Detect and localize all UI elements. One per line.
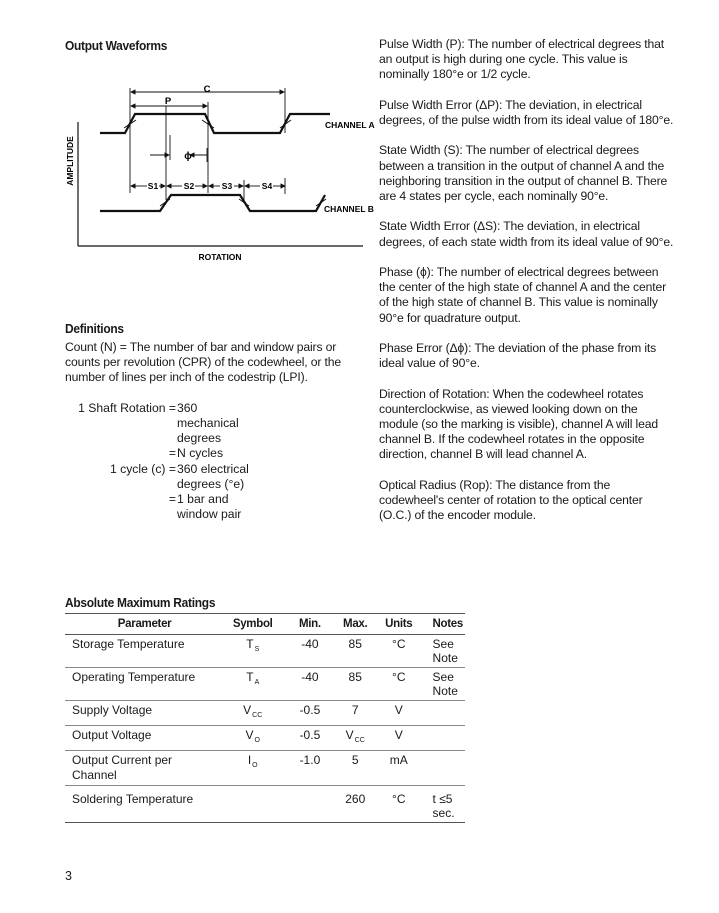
table-row xyxy=(65,726,465,751)
label-channel-b: CHANNEL B xyxy=(324,204,374,214)
symbol-cell xyxy=(219,786,286,823)
direction-of-rotation-definition: Direction of Rotation: When the codewheel rotates counterclockwise, as viewed looking down on the module (so the marking is visible), channel A will lead channel B. If the codewheel rotates in the opposite direction, channel B will lead channel A. xyxy=(379,386,658,462)
right-column-definitions xyxy=(379,37,677,523)
max-cell: 85 xyxy=(348,670,362,684)
absolute-maximum-ratings-table xyxy=(65,613,465,823)
waveforms-heading: Output Waveforms xyxy=(65,38,168,53)
column-header: Symbol xyxy=(232,618,273,630)
table-row xyxy=(65,668,465,701)
max-cell: 85 xyxy=(348,637,362,651)
phase-definition: Phase (ϕ): The number of electrical degrees between the center of the high state of channel A and the center of the high state of channel B. This value is nominally 90°e for quadrature output. xyxy=(379,264,667,325)
notes-cell: t ≤5 sec. xyxy=(432,792,455,820)
count-definition: Count (N) = The number of bar and window pairs or counts per revolution (CPR) of the codewheel, or the number of lines per inch of the codestrip (LPI). xyxy=(65,340,342,385)
label-s2: S2 xyxy=(183,181,195,191)
min-cell: -40 xyxy=(301,637,319,651)
label-s4: S4 xyxy=(261,181,273,191)
equation-left: 1 cycle (c) = xyxy=(109,462,176,476)
channel-a-waveform xyxy=(100,114,330,133)
output-waveforms-diagram xyxy=(60,78,380,268)
symbol-cell: $V_O$ xyxy=(245,728,260,744)
min-cell: -40 xyxy=(301,670,319,684)
symbol-cell: $I_O$ xyxy=(247,753,258,769)
parameter-cell: Output Voltage xyxy=(72,728,152,742)
symbol-cell: $T_S$ xyxy=(246,637,260,653)
label-p: P xyxy=(164,96,172,107)
units-cell: °C xyxy=(392,670,406,684)
max-cell: 5 xyxy=(351,753,359,767)
table-row xyxy=(65,751,465,786)
units-cell: V xyxy=(394,728,403,742)
equation-right: mechanical xyxy=(177,416,239,430)
max-cell: $V_{CC}$ xyxy=(345,728,365,744)
table-header-row xyxy=(65,614,465,635)
equation-left: = xyxy=(168,492,176,506)
units-cell: °C xyxy=(392,792,406,806)
units-cell: °C xyxy=(392,637,406,651)
notes-cell xyxy=(421,751,465,786)
column-header: Parameter xyxy=(117,618,172,630)
notes-cell: See Note xyxy=(432,637,458,665)
min-cell: -0.5 xyxy=(299,728,321,742)
min-cell: -0.5 xyxy=(299,703,321,717)
equation-left: 1 Shaft Rotation = xyxy=(78,401,176,415)
optical-radius-definition: Optical Radius (Rop): The distance from the codewheel's center of rotation to the optical center (O.C.) of the encoder module. xyxy=(379,477,643,523)
units-cell: mA xyxy=(389,753,408,767)
table-row xyxy=(65,635,465,668)
parameter-cell: Output Current per Channel xyxy=(72,753,173,782)
equation-right: 360 xyxy=(177,401,198,415)
notes-cell xyxy=(421,726,465,751)
equation-right: window pair xyxy=(177,507,242,521)
notes-cell xyxy=(421,701,465,726)
column-header: Units xyxy=(385,618,413,630)
label-c: C xyxy=(203,84,211,95)
label-rotation: ROTATION xyxy=(198,252,242,262)
column-header: Notes xyxy=(432,618,463,630)
table-row xyxy=(65,786,465,823)
max-cell: 7 xyxy=(351,703,359,717)
equation-right: degrees (°e) xyxy=(177,477,245,491)
parameter-cell: Soldering Temperature xyxy=(72,792,194,806)
label-channel-a: CHANNEL A xyxy=(325,120,375,130)
definitions-heading: Definitions xyxy=(65,321,124,336)
parameter-cell: Supply Voltage xyxy=(72,703,153,717)
channel-b-waveform xyxy=(100,195,325,211)
equation-right: 1 bar and xyxy=(177,492,229,506)
state-width-definition: State Width (S): The number of electrical degrees between a transition in the output of channel A and the neighboring transition in the output of channel B. There are 4 states per cycle, each nominally 90°e. xyxy=(379,143,668,203)
notes-cell: See Note xyxy=(432,670,458,698)
page-number: 3 xyxy=(65,869,72,883)
pulse-width-error-definition: Pulse Width Error (ΔP): The deviation, in electrical degrees, of the pulse width from its ideal value of 180°e. xyxy=(379,97,674,127)
symbol-cell: $V_{CC}$ xyxy=(243,703,263,719)
units-cell: V xyxy=(394,703,403,717)
equation-right: 360 electrical xyxy=(177,462,249,476)
ratings-heading: Absolute Maximum Ratings xyxy=(65,595,216,610)
label-phi: ϕ xyxy=(184,151,192,162)
min-cell: -1.0 xyxy=(299,753,321,767)
max-cell: 260 xyxy=(345,792,366,806)
label-s3: S3 xyxy=(221,181,233,191)
parameter-cell: Storage Temperature xyxy=(72,637,185,651)
equation-left: = xyxy=(168,446,176,460)
equation-right: degrees xyxy=(177,431,222,445)
label-s1: S1 xyxy=(147,181,159,191)
table-row xyxy=(65,701,465,726)
symbol-cell: $T_A$ xyxy=(246,670,260,686)
label-amplitude: AMPLITUDE xyxy=(65,136,75,186)
column-header: Max. xyxy=(343,618,368,630)
phase-error-definition: Phase Error (Δϕ): The deviation of the phase from its ideal value of 90°e. xyxy=(379,340,657,371)
pulse-width-definition: Pulse Width (P): The number of electrical degrees that an output is high during one cycle. This value is nominally 180°e or 1/2 cycle. xyxy=(379,37,664,82)
min-cell xyxy=(286,786,333,823)
equation-right: N cycles xyxy=(177,446,224,460)
state-width-error-definition: State Width Error (ΔS): The deviation, in electrical degrees, of each state width from its ideal value of 90°e. xyxy=(379,219,674,249)
column-header: Min. xyxy=(299,618,321,630)
parameter-cell: Operating Temperature xyxy=(72,670,196,684)
